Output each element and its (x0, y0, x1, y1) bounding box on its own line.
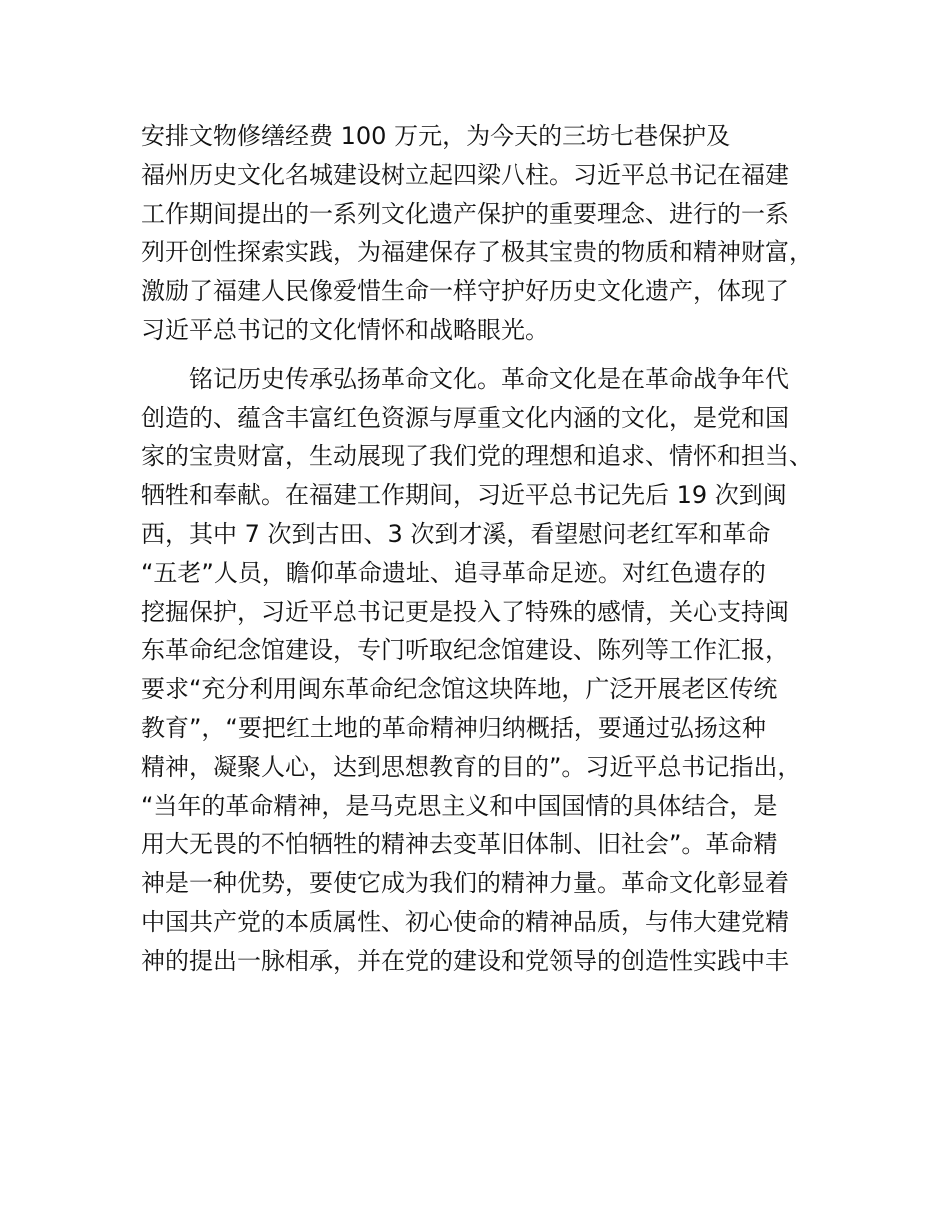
text-line: 精神，凝聚人心，达到思想教育的目的”。习近平总书记指出， (141, 752, 802, 781)
text-line: 列开创性探索实践，为福建保存了极其宝贵的物质和精神财富， (141, 238, 813, 267)
text-line: 用大无畏的不怕牺牲的精神去变革旧体制、旧社会”。革命精 (141, 830, 778, 859)
text-line: 激励了福建人民像爱惜生命一样守护好历史文化遗产，体现了 (141, 277, 789, 306)
text-line: 创造的、蕴含丰富红色资源与厚重文化内涵的文化，是党和国 (141, 403, 789, 432)
text-line: 中国共产党的本质属性、初心使命的精神品质，与伟大建党精 (141, 907, 789, 936)
paragraph-1 (141, 117, 831, 350)
text-line: 牺牲和奉献。在福建工作期间，习近平总书记先后 19 次到闽 (141, 481, 787, 510)
paragraph-2 (141, 360, 831, 981)
text-line: 西，其中 7 次到古田、3 次到才溪，看望慰问老红军和革命 (141, 519, 771, 548)
text-line: 铭记历史传承弘扬革命文化。革命文化是在革命战争年代 (189, 364, 789, 393)
text-line: “五老”人员，瞻仰革命遗址、追寻革命足迹。对红色遗存的 (141, 558, 766, 587)
text-line: 教育”，“要把红土地的革命精神归纳概括，要通过弘扬这种 (141, 713, 766, 742)
text-line: 家的宝贵财富，生动展现了我们党的理想和追求、情怀和担当、 (141, 442, 813, 471)
text-line: 工作期间提出的一系列文化遗产保护的重要理念、进行的一系 (141, 199, 789, 228)
text-line: 福州历史文化名城建设树立起四梁八柱。习近平总书记在福建 (141, 160, 789, 189)
text-line: 神是一种优势，要使它成为我们的精神力量。革命文化彰显着 (141, 869, 789, 898)
text-line: 安排文物修缮经费 100 万元，为今天的三坊七巷保护及 (141, 122, 731, 150)
document-body (141, 117, 831, 981)
text-line: 神的提出一脉相承，并在党的建设和党领导的创造性实践中丰 (141, 946, 789, 975)
text-line: 要求“充分利用闽东革命纪念馆这块阵地，广泛开展老区传统 (141, 675, 778, 704)
text-line: 东革命纪念馆建设，专门听取纪念馆建设、陈列等工作汇报， (141, 636, 789, 665)
text-line: 习近平总书记的文化情怀和战略眼光。 (141, 315, 549, 344)
text-line: “当年的革命精神，是马克思主义和中国国情的具体结合，是 (141, 791, 778, 820)
text-line: 挖掘保护，习近平总书记更是投入了特殊的感情，关心支持闽 (141, 597, 789, 626)
